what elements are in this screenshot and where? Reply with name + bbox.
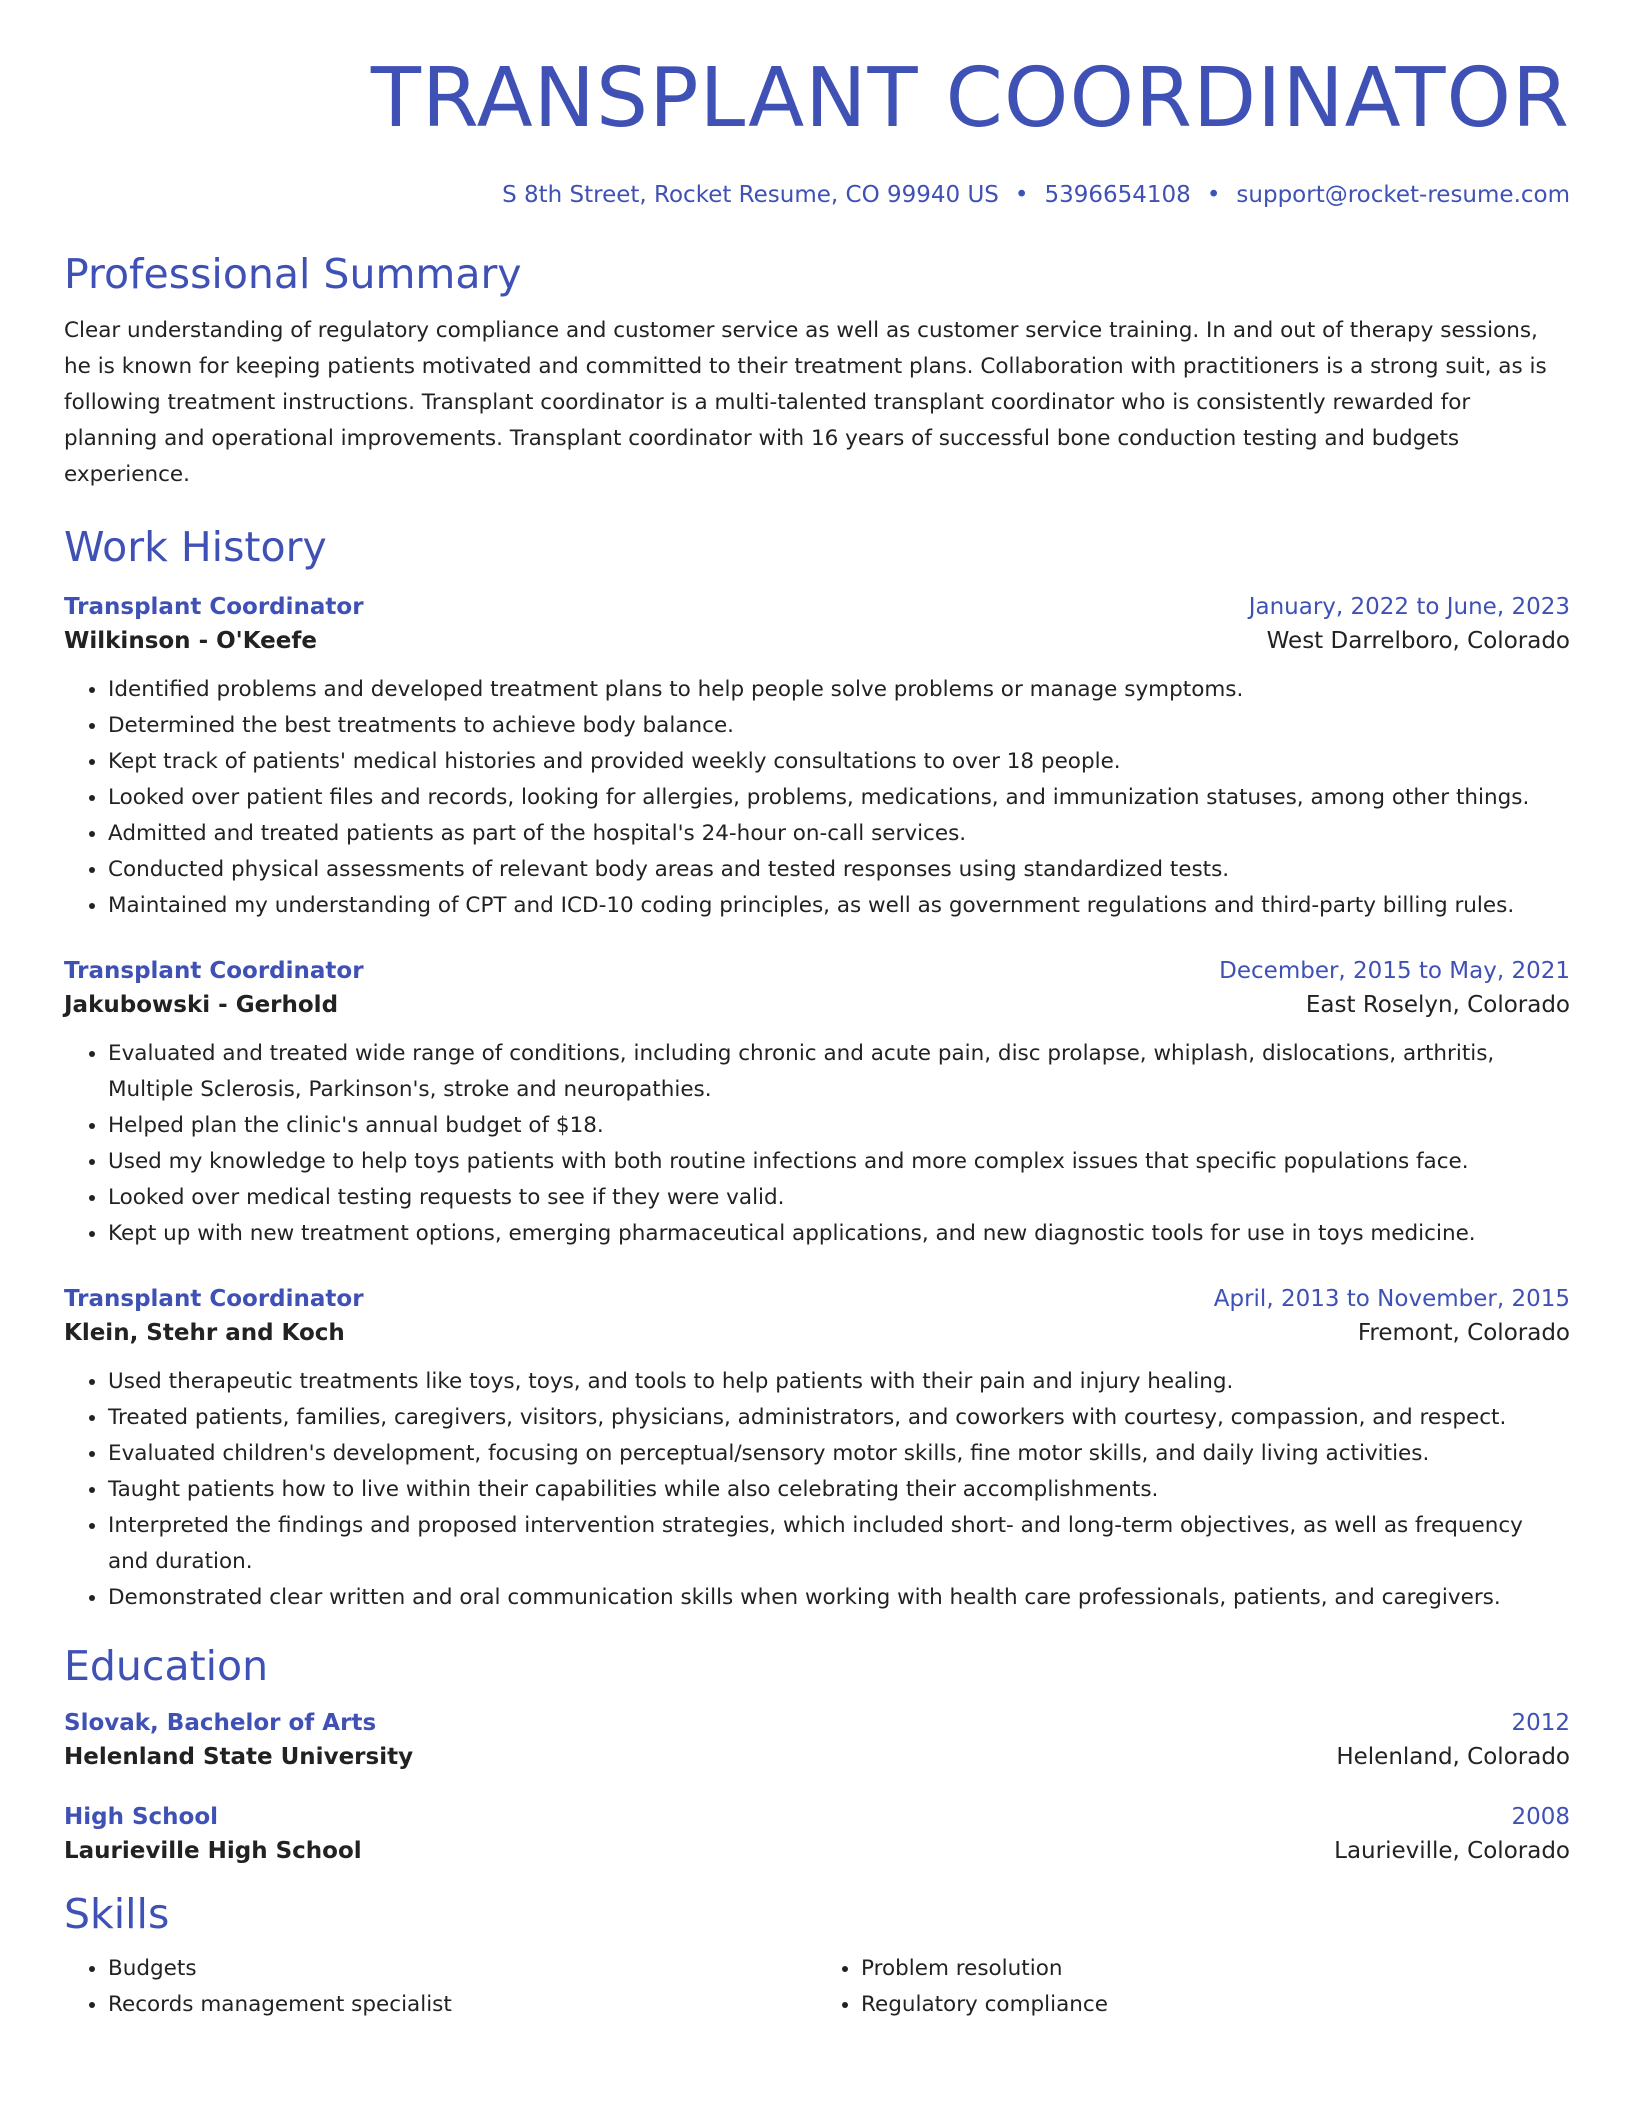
candidate-title: TRANSPLANT COORDINATOR (370, 51, 1570, 146)
job-bullet: • Admitted and treated patients as part of the hospital's 24-hour on-call services. (108, 816, 1570, 852)
job-company: Klein, Stehr and Koch (64, 1320, 345, 1347)
job-location: Fremont, Colorado (1357, 1320, 1570, 1347)
skill-item: • Records management specialist (108, 1987, 817, 2023)
education-location: Helenland, Colorado (1336, 1743, 1570, 1770)
job-company-row (64, 992, 1570, 1018)
job-dates: April, 2013 to November, 2015 (1213, 1286, 1570, 1313)
job-entry (64, 594, 1570, 924)
skills-section (64, 1890, 1570, 2023)
skill-item: • Budgets (108, 1951, 817, 1987)
job-company: Jakubowski - Gerhold (64, 992, 339, 1019)
education-degree: High School (64, 1803, 219, 1830)
job-bullets (64, 672, 1570, 924)
job-bullet: • Kept track of patients' medical histories and provided weekly consultations to over 18 people. (108, 744, 1570, 780)
job-bullet: • Conducted physical assessments of relevant body areas and tested responses using standardized tests. (108, 852, 1570, 888)
job-bullet: • Demonstrated clear written and oral communication skills when working with health care professionals, patients, and caregivers. (108, 1580, 1570, 1616)
job-location: East Roselyn, Colorado (1305, 992, 1570, 1019)
job-bullet: • Used therapeutic treatments like toys, toys, and tools to help patients with their pain and injury healing. (108, 1364, 1570, 1400)
job-entry (64, 958, 1570, 1252)
contact-phone[interactable]: 5396654108 (1044, 182, 1191, 208)
education-degree: Slovak, Bachelor of Arts (64, 1709, 377, 1736)
job-title-row (64, 958, 1570, 984)
job-company-row (64, 1320, 1570, 1346)
job-bullet: • Used my knowledge to help toys patients with both routine infections and more complex issues that specific populations face. (108, 1144, 1570, 1180)
work-history-heading: Work History (64, 523, 327, 572)
education-school-row (64, 1838, 1570, 1864)
skill-item: • Regulatory compliance (861, 1987, 1570, 2023)
education-section (64, 1642, 1570, 1863)
job-bullet: • Treated patients, families, caregivers, visitors, physicians, administrators, and coworkers with courtesy, compassion, and respect. (108, 1400, 1570, 1436)
education-year: 2008 (1511, 1803, 1570, 1830)
contact-email[interactable]: support@rocket-resume.com (1236, 182, 1570, 208)
skills-grid (64, 1951, 1570, 2023)
job-role: Transplant Coordinator (64, 594, 364, 621)
skills-heading: Skills (64, 1889, 170, 1938)
education-school: Helenland State University (64, 1743, 414, 1770)
job-role: Transplant Coordinator (64, 1286, 364, 1313)
job-bullets (64, 1364, 1570, 1616)
education-year: 2012 (1511, 1709, 1570, 1736)
job-dates: December, 2015 to May, 2021 (1219, 958, 1570, 985)
summary-text: Clear understanding of regulatory compliance and customer service as well as customer service training. In and out of therapy sessions, he is known for keeping patients motivated and committed to their treatment plans. Collaboration with practitioners is a strong suit, as is following treatment instructions. Transplant coordinator is a multi-talented transplant coordinator who is consistently rewarded for planning and operational improvements. Transplant coordinator with 16 years of successful bone conduction testing and budgets experience. (64, 318, 1547, 488)
resume-header (64, 51, 1570, 208)
skills-column-left (64, 1951, 817, 2023)
job-company: Wilkinson - O'Keefe (64, 628, 317, 655)
work-history-section (64, 523, 1570, 1616)
job-bullet: • Identified problems and developed treatment plans to help people solve problems or manage symptoms. (108, 672, 1570, 708)
job-bullets (64, 1036, 1570, 1252)
job-bullet: • Looked over patient files and records, looking for allergies, problems, medications, and immunization statuses, among other things. (108, 780, 1570, 816)
education-heading: Education (64, 1642, 269, 1691)
job-bullet: • Interpreted the findings and proposed intervention strategies, which included short- and long-term objectives, as well as frequency and duration. (108, 1508, 1570, 1580)
job-bullet: • Evaluated and treated wide range of conditions, including chronic and acute pain, disc prolapse, whiplash, dislocations, arthritis, Multiple Sclerosis, Parkinson's, stroke and neuropathies. (108, 1036, 1570, 1108)
skills-column-right (817, 1951, 1570, 2023)
job-role: Transplant Coordinator (64, 958, 364, 985)
job-bullet: • Taught patients how to live within their capabilities while also celebrating their accomplishments. (108, 1472, 1570, 1508)
contact-address: S 8th Street, Rocket Resume, CO 99940 US (502, 182, 999, 208)
job-bullet: • Determined the best treatments to achieve body balance. (108, 708, 1570, 744)
skill-item: • Problem resolution (861, 1951, 1570, 1987)
education-degree-row (64, 1710, 1570, 1736)
contact-separator: • (1206, 182, 1221, 208)
summary-heading: Professional Summary (64, 250, 522, 298)
job-title-row (64, 594, 1570, 620)
job-title-row (64, 1286, 1570, 1312)
job-bullet: • Looked over medical testing requests to see if they were valid. (108, 1180, 1570, 1216)
education-school-row (64, 1744, 1570, 1770)
contact-line (64, 182, 1570, 208)
job-bullet: • Helped plan the clinic's annual budget of $18. (108, 1108, 1570, 1144)
education-entry (64, 1804, 1570, 1864)
education-entry (64, 1710, 1570, 1770)
education-degree-row (64, 1804, 1570, 1830)
job-bullet: • Evaluated children's development, focusing on perceptual/sensory motor skills, fine motor skills, and daily living activities. (108, 1436, 1570, 1472)
education-location: Laurieville, Colorado (1334, 1837, 1570, 1864)
job-location: West Darrelboro, Colorado (1266, 628, 1570, 655)
job-bullet: • Maintained my understanding of CPT and ICD-10 coding principles, as well as government regulations and third-party billing rules. (108, 888, 1570, 924)
contact-separator: • (1014, 182, 1029, 208)
education-school: Laurieville High School (64, 1837, 362, 1864)
summary-section (64, 250, 1570, 493)
job-dates: January, 2022 to June, 2023 (1248, 594, 1570, 621)
job-bullet: • Kept up with new treatment options, emerging pharmaceutical applications, and new diagnostic tools for use in toys medicine. (108, 1216, 1570, 1252)
job-company-row (64, 628, 1570, 654)
job-entry (64, 1286, 1570, 1616)
